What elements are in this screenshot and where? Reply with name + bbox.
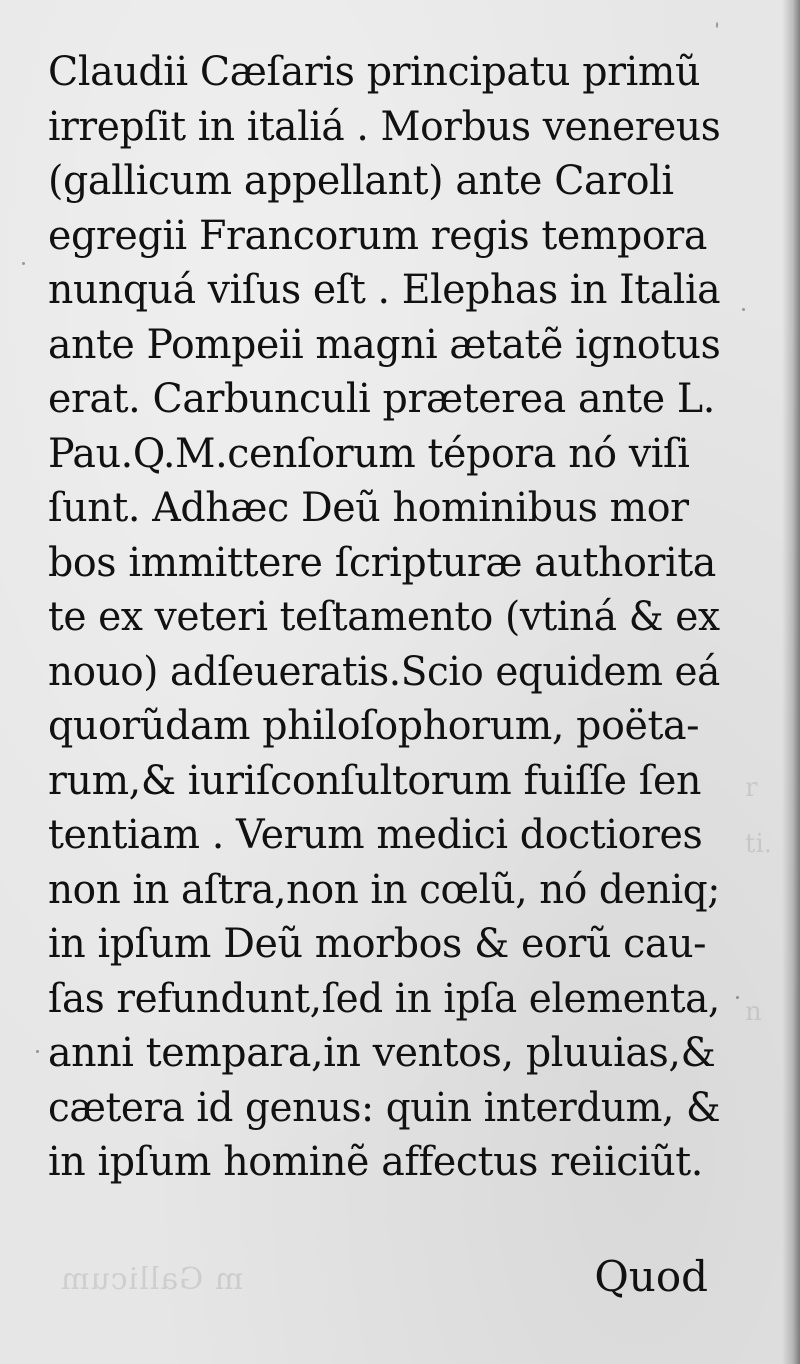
text-line: ſunt. Adhæc Deũ hominibus mor <box>48 485 689 531</box>
text-line: rum,& iuriſconſultorum fuiſſe ſen <box>48 757 702 804</box>
text-line: Pau.Q.M.cenſorum tépora nó viſi <box>48 430 690 477</box>
text-line: in ipſum Deũ morbos & eorũ cau- <box>48 921 707 967</box>
text-line: anni tempara,in ventos, pluuias,& <box>48 1030 716 1076</box>
show-through-bottom: m Gallicum <box>60 1262 244 1297</box>
text-line: cætera id genus: quin interdum, & <box>48 1084 721 1131</box>
page-edge-shadow <box>782 0 800 1364</box>
show-through-right: r ti. n <box>745 773 773 1027</box>
text-line: in ipſum hominẽ affectus reiiciũt. <box>48 1139 703 1185</box>
text-line: bos immittere ſcripturæ authorita <box>48 539 716 586</box>
text-line: nunquá viſus eſt . Elephas in Italia <box>48 267 721 313</box>
text-line: nouo) adſeueratis.Scio equidem eá <box>48 648 720 695</box>
ink-speck <box>22 262 25 265</box>
text-line: te ex veteri teſtamento (vtiná & ex <box>48 594 720 640</box>
text-line: erat. Carbunculi præterea ante L. <box>48 376 715 422</box>
text-line: Claudii Cæſaris principatu primũ <box>48 49 701 95</box>
ink-speck <box>742 308 745 311</box>
text-line: ante Pompeii magni ætatẽ ignotus <box>48 321 721 368</box>
ink-speck <box>716 22 718 28</box>
catchword: Quod <box>594 1252 708 1301</box>
ink-speck <box>736 996 739 999</box>
text-line: non in aſtra,non in cœlũ, nó deniq; <box>48 866 721 913</box>
text-line: irrepſit in italiá . Morbus venereus <box>48 103 721 150</box>
text-line: ſas refundunt,ſed in ipſa elementa, <box>48 975 720 1022</box>
text-line: egregii Francorum regis tempora <box>48 212 707 259</box>
text-line: quorũdam philoſophorum, poëta- <box>48 703 700 749</box>
main-text-block <box>48 45 728 1190</box>
text-line: (gallicum appellant) ante Caroli <box>48 158 674 204</box>
ink-speck <box>36 1050 39 1053</box>
text-line: tentiam . Verum medici doctiores <box>48 812 703 858</box>
